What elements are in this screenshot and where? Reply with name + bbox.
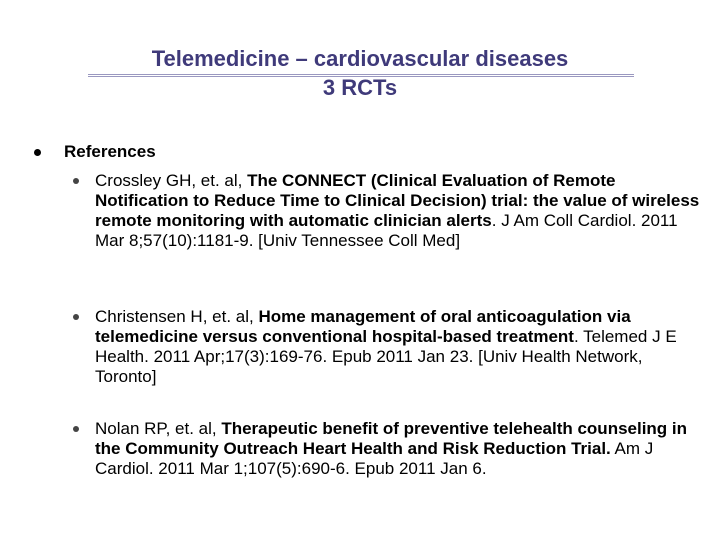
reference-article-title: Home management of oral anticoagulation via telemedicine versus conventional hospital-based treatment	[95, 307, 631, 346]
reference-text	[95, 307, 705, 387]
bullet-icon	[73, 178, 79, 184]
reference-text	[95, 171, 705, 251]
bullet-icon	[73, 314, 79, 320]
reference-authors: Christensen H, et. al,	[95, 307, 259, 326]
reference-article-title: Therapeutic benefit of preventive telehealth counseling in the Community Outreach Heart Health and Risk Reduction Trial.	[95, 419, 688, 458]
reference-citation: . J Am Coll Cardiol. 2011 Mar 8;57(10):1181-9. [Univ Tennessee Coll Med]	[95, 211, 678, 250]
reference-text	[95, 419, 705, 479]
reference-authors: Crossley GH, et. al,	[95, 171, 248, 190]
reference-authors: Nolan RP, et. al,	[95, 419, 222, 438]
references-bullet-icon	[34, 149, 41, 156]
title-line-1: Telemedicine – cardiovascular diseases	[151, 46, 569, 71]
references-heading: References	[64, 142, 156, 161]
reference-citation: . Telemed J E Health. 2011 Apr;17(3):169-76. Epub 2011 Jan 23. [Univ Health Network, Toronto]	[95, 327, 677, 386]
title-line-2: 3 RCTs	[322, 75, 398, 100]
bullet-icon	[73, 426, 79, 432]
reference-article-title: The CONNECT (Clinical Evaluation of Remote Notification to Reduce Time to Clinical Decision) trial: the value of wireless remote monitoring with automatic clinician alerts	[95, 171, 700, 230]
reference-citation: Am J Cardiol. 2011 Mar 1;107(5):690-6. Epub 2011 Jan 6.	[95, 439, 654, 478]
